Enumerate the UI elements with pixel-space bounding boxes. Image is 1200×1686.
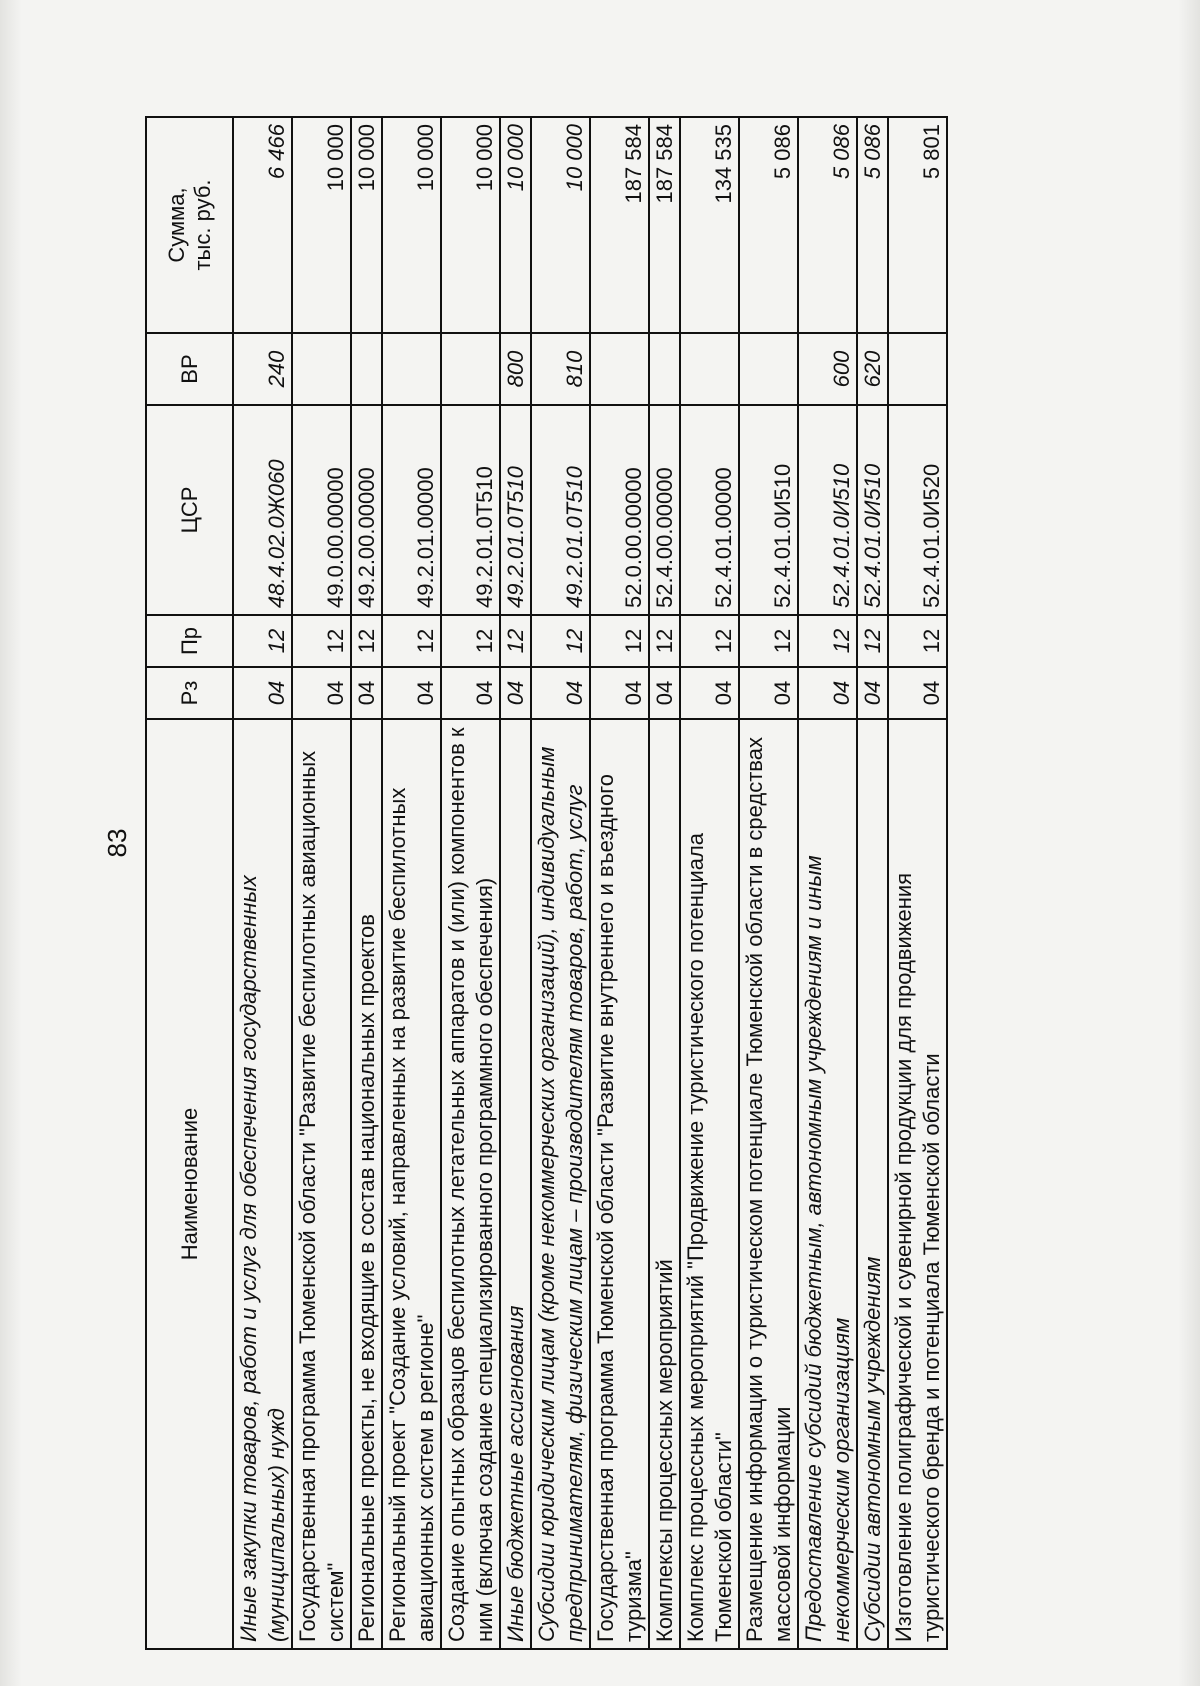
cell-sum: 5 086 — [798, 117, 857, 333]
header-vr: ВР — [146, 333, 233, 405]
cell-name: Размещение информации о туристическом потенциале Тюменской области в средствах массовой информации — [739, 719, 798, 1649]
table-row — [739, 117, 798, 1649]
cell-rz: 04 — [680, 667, 739, 719]
cell-vr — [382, 333, 441, 405]
table-row — [500, 117, 531, 1649]
cell-csr: 49.0.00.00000 — [292, 405, 351, 615]
table-row — [382, 117, 441, 1649]
cell-pr: 12 — [798, 615, 857, 667]
cell-pr: 12 — [441, 615, 500, 667]
cell-name: Государственная программа Тюменской области "Развитие беспилотных авиационных систем" — [292, 719, 351, 1649]
cell-csr: 49.2.01.0Т510 — [500, 405, 531, 615]
scan-edge-left — [0, 0, 22, 1686]
cell-name: Субсидии юридическим лицам (кроме некоммерческих организаций), индивидуальным предпринимателям, физическим лицам – производителям товаров, работ, услуг — [531, 719, 590, 1649]
cell-name: Региональные проекты, не входящие в состав национальных проектов — [351, 719, 382, 1649]
scan-edge-right — [1178, 0, 1200, 1686]
cell-pr: 12 — [649, 615, 680, 667]
budget-table — [145, 116, 948, 1650]
cell-rz: 04 — [590, 667, 649, 719]
cell-vr: 600 — [798, 333, 857, 405]
cell-rz: 04 — [649, 667, 680, 719]
cell-vr — [441, 333, 500, 405]
cell-pr: 12 — [590, 615, 649, 667]
cell-rz: 04 — [500, 667, 531, 719]
cell-pr: 12 — [531, 615, 590, 667]
cell-csr: 49.2.00.00000 — [351, 405, 382, 615]
table-row — [798, 117, 857, 1649]
table-row — [233, 117, 292, 1649]
cell-pr: 12 — [382, 615, 441, 667]
cell-pr: 12 — [739, 615, 798, 667]
cell-rz: 04 — [798, 667, 857, 719]
cell-rz: 04 — [233, 667, 292, 719]
cell-csr: 52.4.01.0И510 — [857, 405, 888, 615]
page-number: 83 — [102, 828, 132, 858]
budget-table-container — [145, 118, 975, 1650]
cell-vr: 810 — [531, 333, 590, 405]
cell-sum: 10 000 — [351, 117, 382, 333]
cell-sum: 187 584 — [649, 117, 680, 333]
cell-rz: 04 — [351, 667, 382, 719]
cell-pr: 12 — [680, 615, 739, 667]
table-row — [649, 117, 680, 1649]
table-row — [680, 117, 739, 1649]
header-rz: Рз — [146, 667, 233, 719]
header-pr: Пр — [146, 615, 233, 667]
cell-csr: 49.2.01.0Т510 — [441, 405, 500, 615]
cell-csr: 52.4.01.0И510 — [739, 405, 798, 615]
cell-vr: 620 — [857, 333, 888, 405]
cell-csr: 52.4.01.0И510 — [798, 405, 857, 615]
header-sum-line1: Сумма, — [164, 187, 189, 263]
table-row — [292, 117, 351, 1649]
budget-table-rotated — [145, 118, 975, 1650]
cell-pr: 12 — [500, 615, 531, 667]
header-name: Наименование — [146, 719, 233, 1649]
cell-name: Региональный проект "Создание условий, направленных на развитие беспилотных авиационных систем в регионе" — [382, 719, 441, 1649]
cell-vr — [680, 333, 739, 405]
cell-sum: 134 535 — [680, 117, 739, 333]
cell-rz: 04 — [531, 667, 590, 719]
cell-csr: 49.2.01.00000 — [382, 405, 441, 615]
cell-rz: 04 — [292, 667, 351, 719]
cell-name: Изготовление полиграфической и сувенирной продукции для продвижения туристического бренда и потенциала Тюменской области — [888, 719, 947, 1649]
table-row — [531, 117, 590, 1649]
cell-vr — [292, 333, 351, 405]
header-sum — [146, 117, 233, 333]
cell-pr: 12 — [292, 615, 351, 667]
cell-rz: 04 — [441, 667, 500, 719]
cell-name: Иные бюджетные ассигнования — [500, 719, 531, 1649]
cell-csr: 48.4.02.0Ж060 — [233, 405, 292, 615]
cell-sum: 6 466 — [233, 117, 292, 333]
table-header-row — [146, 117, 233, 1649]
table-row — [351, 117, 382, 1649]
cell-name: Предоставление субсидий бюджетным, автономным учреждениям и иным некоммерческим организациям — [798, 719, 857, 1649]
cell-vr — [649, 333, 680, 405]
cell-rz: 04 — [888, 667, 947, 719]
cell-vr: 800 — [500, 333, 531, 405]
cell-csr: 52.4.00.00000 — [649, 405, 680, 615]
cell-sum: 10 000 — [382, 117, 441, 333]
table-row — [888, 117, 947, 1649]
table-row — [441, 117, 500, 1649]
cell-sum: 10 000 — [531, 117, 590, 333]
cell-pr: 12 — [233, 615, 292, 667]
cell-pr: 12 — [888, 615, 947, 667]
header-csr: ЦСР — [146, 405, 233, 615]
cell-rz: 04 — [739, 667, 798, 719]
cell-pr: 12 — [857, 615, 888, 667]
cell-sum: 10 000 — [292, 117, 351, 333]
cell-csr: 52.4.01.00000 — [680, 405, 739, 615]
header-sum-line2: тыс. руб. — [190, 179, 215, 271]
cell-csr: 52.4.01.0И520 — [888, 405, 947, 615]
cell-vr — [590, 333, 649, 405]
cell-name: Субсидии автономным учреждениям — [857, 719, 888, 1649]
cell-name: Государственная программа Тюменской области "Развитие внутреннего и въездного туризма" — [590, 719, 649, 1649]
cell-sum: 5 086 — [857, 117, 888, 333]
cell-vr — [739, 333, 798, 405]
table-row — [857, 117, 888, 1649]
cell-pr: 12 — [351, 615, 382, 667]
cell-sum: 10 000 — [500, 117, 531, 333]
cell-sum: 187 584 — [590, 117, 649, 333]
cell-name: Комплексы процессных мероприятий — [649, 719, 680, 1649]
cell-sum: 10 000 — [441, 117, 500, 333]
cell-csr: 52.0.00.00000 — [590, 405, 649, 615]
cell-rz: 04 — [382, 667, 441, 719]
cell-vr — [888, 333, 947, 405]
cell-vr — [351, 333, 382, 405]
cell-name: Создание опытных образцов беспилотных летательных аппаратов и (или) компонентов к ним (включая создание специализированного программного обеспечения) — [441, 719, 500, 1649]
cell-csr: 49.2.01.0Т510 — [531, 405, 590, 615]
cell-sum: 5 801 — [888, 117, 947, 333]
cell-name: Иные закупки товаров, работ и услуг для обеспечения государственных (муниципальных) нужд — [233, 719, 292, 1649]
table-body — [233, 117, 947, 1649]
cell-rz: 04 — [857, 667, 888, 719]
table-row — [590, 117, 649, 1649]
cell-vr: 240 — [233, 333, 292, 405]
cell-name: Комплекс процессных мероприятий "Продвижение туристического потенциала Тюменской области" — [680, 719, 739, 1649]
cell-sum: 5 086 — [739, 117, 798, 333]
